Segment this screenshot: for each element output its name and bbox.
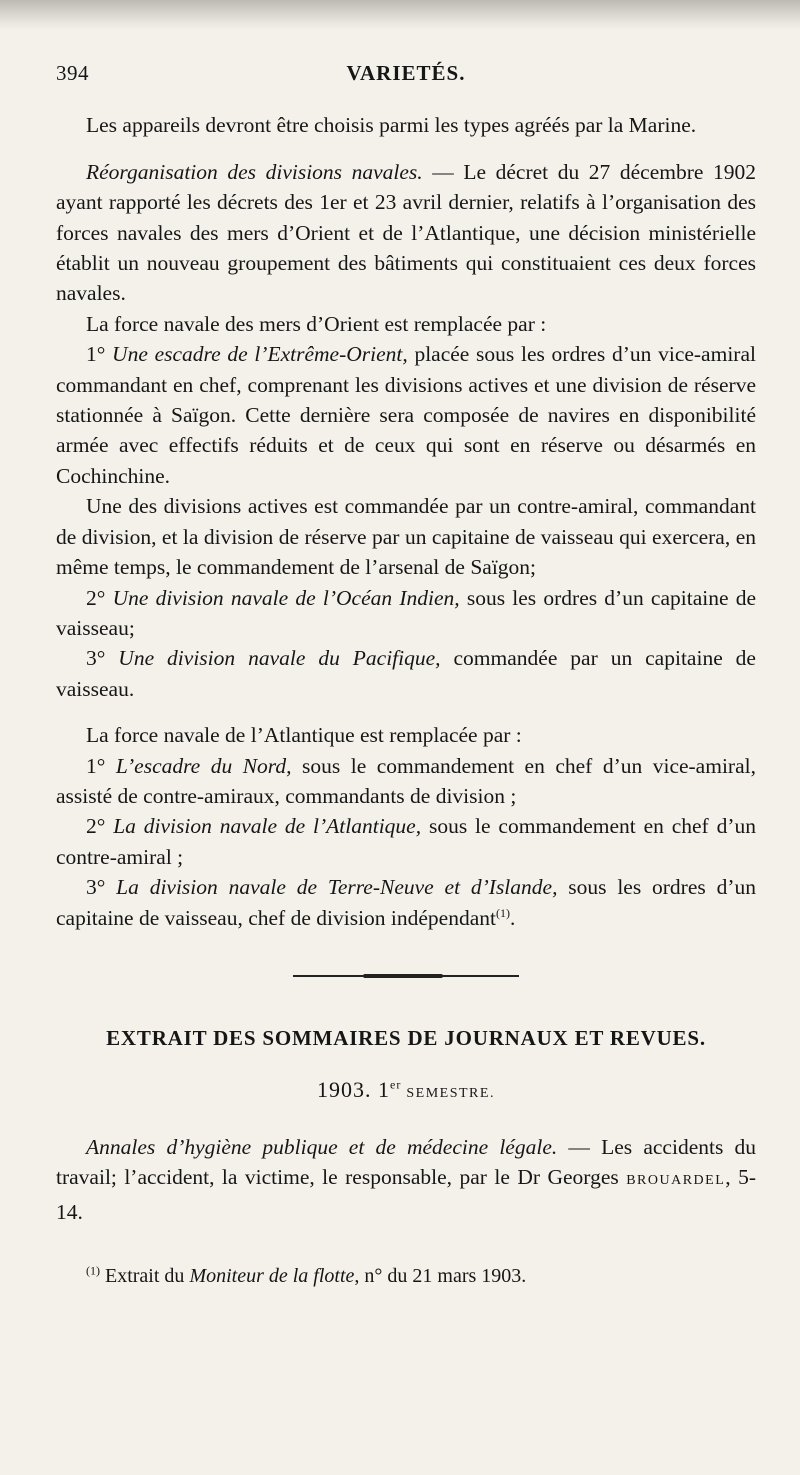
item-text: commandée par un capitaine de vaisseau. bbox=[56, 646, 756, 701]
journal-title: Annales d’hygiène publique et de médecine légale. bbox=[86, 1134, 558, 1159]
footnote-text: Extrait du bbox=[100, 1265, 190, 1287]
item-number: 1° bbox=[86, 342, 113, 367]
list-item-ocean-indien bbox=[56, 583, 756, 644]
item-title: Une division navale du Pacifique, bbox=[118, 646, 441, 671]
page-header bbox=[56, 58, 756, 88]
list-item-extreme-orient bbox=[56, 339, 756, 491]
running-head: VARIETÉS. bbox=[346, 61, 466, 85]
item-text: sous le commandement en chef d’un contre-amiral ; bbox=[56, 814, 756, 869]
semester-year: 1903. 1 bbox=[317, 1077, 391, 1103]
list-item-pacifique bbox=[56, 643, 756, 704]
item-number: 2° bbox=[86, 814, 114, 839]
item-end: . bbox=[510, 905, 516, 930]
footnote-mark: (1) bbox=[86, 1263, 100, 1278]
journal-entry bbox=[56, 1132, 756, 1227]
paragraph-divisions-actives: Une des divisions actives est commandée par un contre-amiral, commandant de division, et la division de réserve par un capitaine de vaisseau qui exercera, en même temps, le commandement de l’arsenal de Saïgon; bbox=[56, 494, 756, 580]
list-item-terre-neuve bbox=[56, 872, 756, 933]
item-text: sous le commandement en chef d’un vice-amiral, assisté de contre-amiraux, commandants de division ; bbox=[56, 753, 756, 808]
paragraph-title: Réorganisation des divisions navales. bbox=[86, 159, 423, 184]
section-divider bbox=[293, 975, 519, 977]
paragraph-orient: La force navale des mers d’Orient est remplacée par : bbox=[86, 311, 547, 336]
item-title: L’escadre du Nord, bbox=[115, 753, 292, 778]
item-number: 3° bbox=[86, 646, 119, 671]
item-title: Une division navale de l’Océan Indien, bbox=[112, 585, 460, 610]
item-text: sous les ordres d’un capitaine de vaisseau; bbox=[56, 585, 757, 640]
item-number: 2° bbox=[86, 585, 113, 610]
item-number: 1° bbox=[86, 753, 116, 778]
semester-label: SEMESTRE. bbox=[401, 1086, 495, 1102]
item-text: placée sous les ordres d’un vice-amiral commandant en chef, comprenant les divisions actives et une division de réserve stationnée à Saïgon. Cette dernière sera composée de navires en disponibilité armée avec effectifs réduits et de ceux qui sont en réserve ou désarmés en Cochinchine. bbox=[56, 342, 756, 488]
journal-author: BROUARDEL bbox=[626, 1173, 726, 1189]
list-item-division-atlantique bbox=[56, 811, 756, 872]
footnote-text-end: , n° du 21 mars 1903. bbox=[354, 1265, 527, 1287]
item-text: sous les ordres d’un capitaine de vaisseau, chef de division indépendant bbox=[56, 875, 756, 930]
item-title: La division navale de Terre-Neuve et d’Islande, bbox=[116, 875, 558, 900]
semester-heading bbox=[56, 1075, 756, 1109]
list-item-escadre-nord bbox=[56, 751, 756, 812]
footnote-reference: (1) bbox=[496, 905, 510, 920]
paragraph-appareils: Les appareils devront être choisis parmi les types agréés par la Marine. bbox=[86, 113, 697, 138]
item-title: La division navale de l’Atlantique, bbox=[113, 814, 422, 839]
item-title: Une escadre de l’Extrême-Orient, bbox=[112, 342, 408, 367]
section-title: EXTRAIT DES SOMMAIRES DE JOURNAUX ET REVUES. bbox=[106, 1025, 706, 1050]
page-number: 394 bbox=[56, 61, 89, 85]
semester-sup: er bbox=[390, 1078, 402, 1093]
footnote-source: Moniteur de la flotte bbox=[189, 1265, 355, 1287]
paragraph-text: — Le décret du 27 décembre 1902 ayant rapporté les décrets des 1er et 23 avril dernier, relatifs à l’organisation des forces navales des mers d’Orient et de l’Atlantique, une décision ministérielle établit un nouveau groupement des bâtiments qui constituaient ces deux forces navales. bbox=[56, 159, 756, 306]
journal-pages: , 5-14. bbox=[56, 1165, 756, 1224]
scan-edge bbox=[0, 0, 800, 30]
page bbox=[56, 58, 756, 1291]
footnote bbox=[56, 1261, 756, 1291]
journal-text: — Les accidents du travail; l’accident, la victime, le responsable, par le Dr Georges bbox=[56, 1134, 757, 1190]
paragraph-atlantique: La force navale de l’Atlantique est remplacée par : bbox=[86, 723, 522, 748]
paragraph-reorganisation bbox=[56, 157, 756, 309]
item-number: 3° bbox=[86, 875, 117, 900]
